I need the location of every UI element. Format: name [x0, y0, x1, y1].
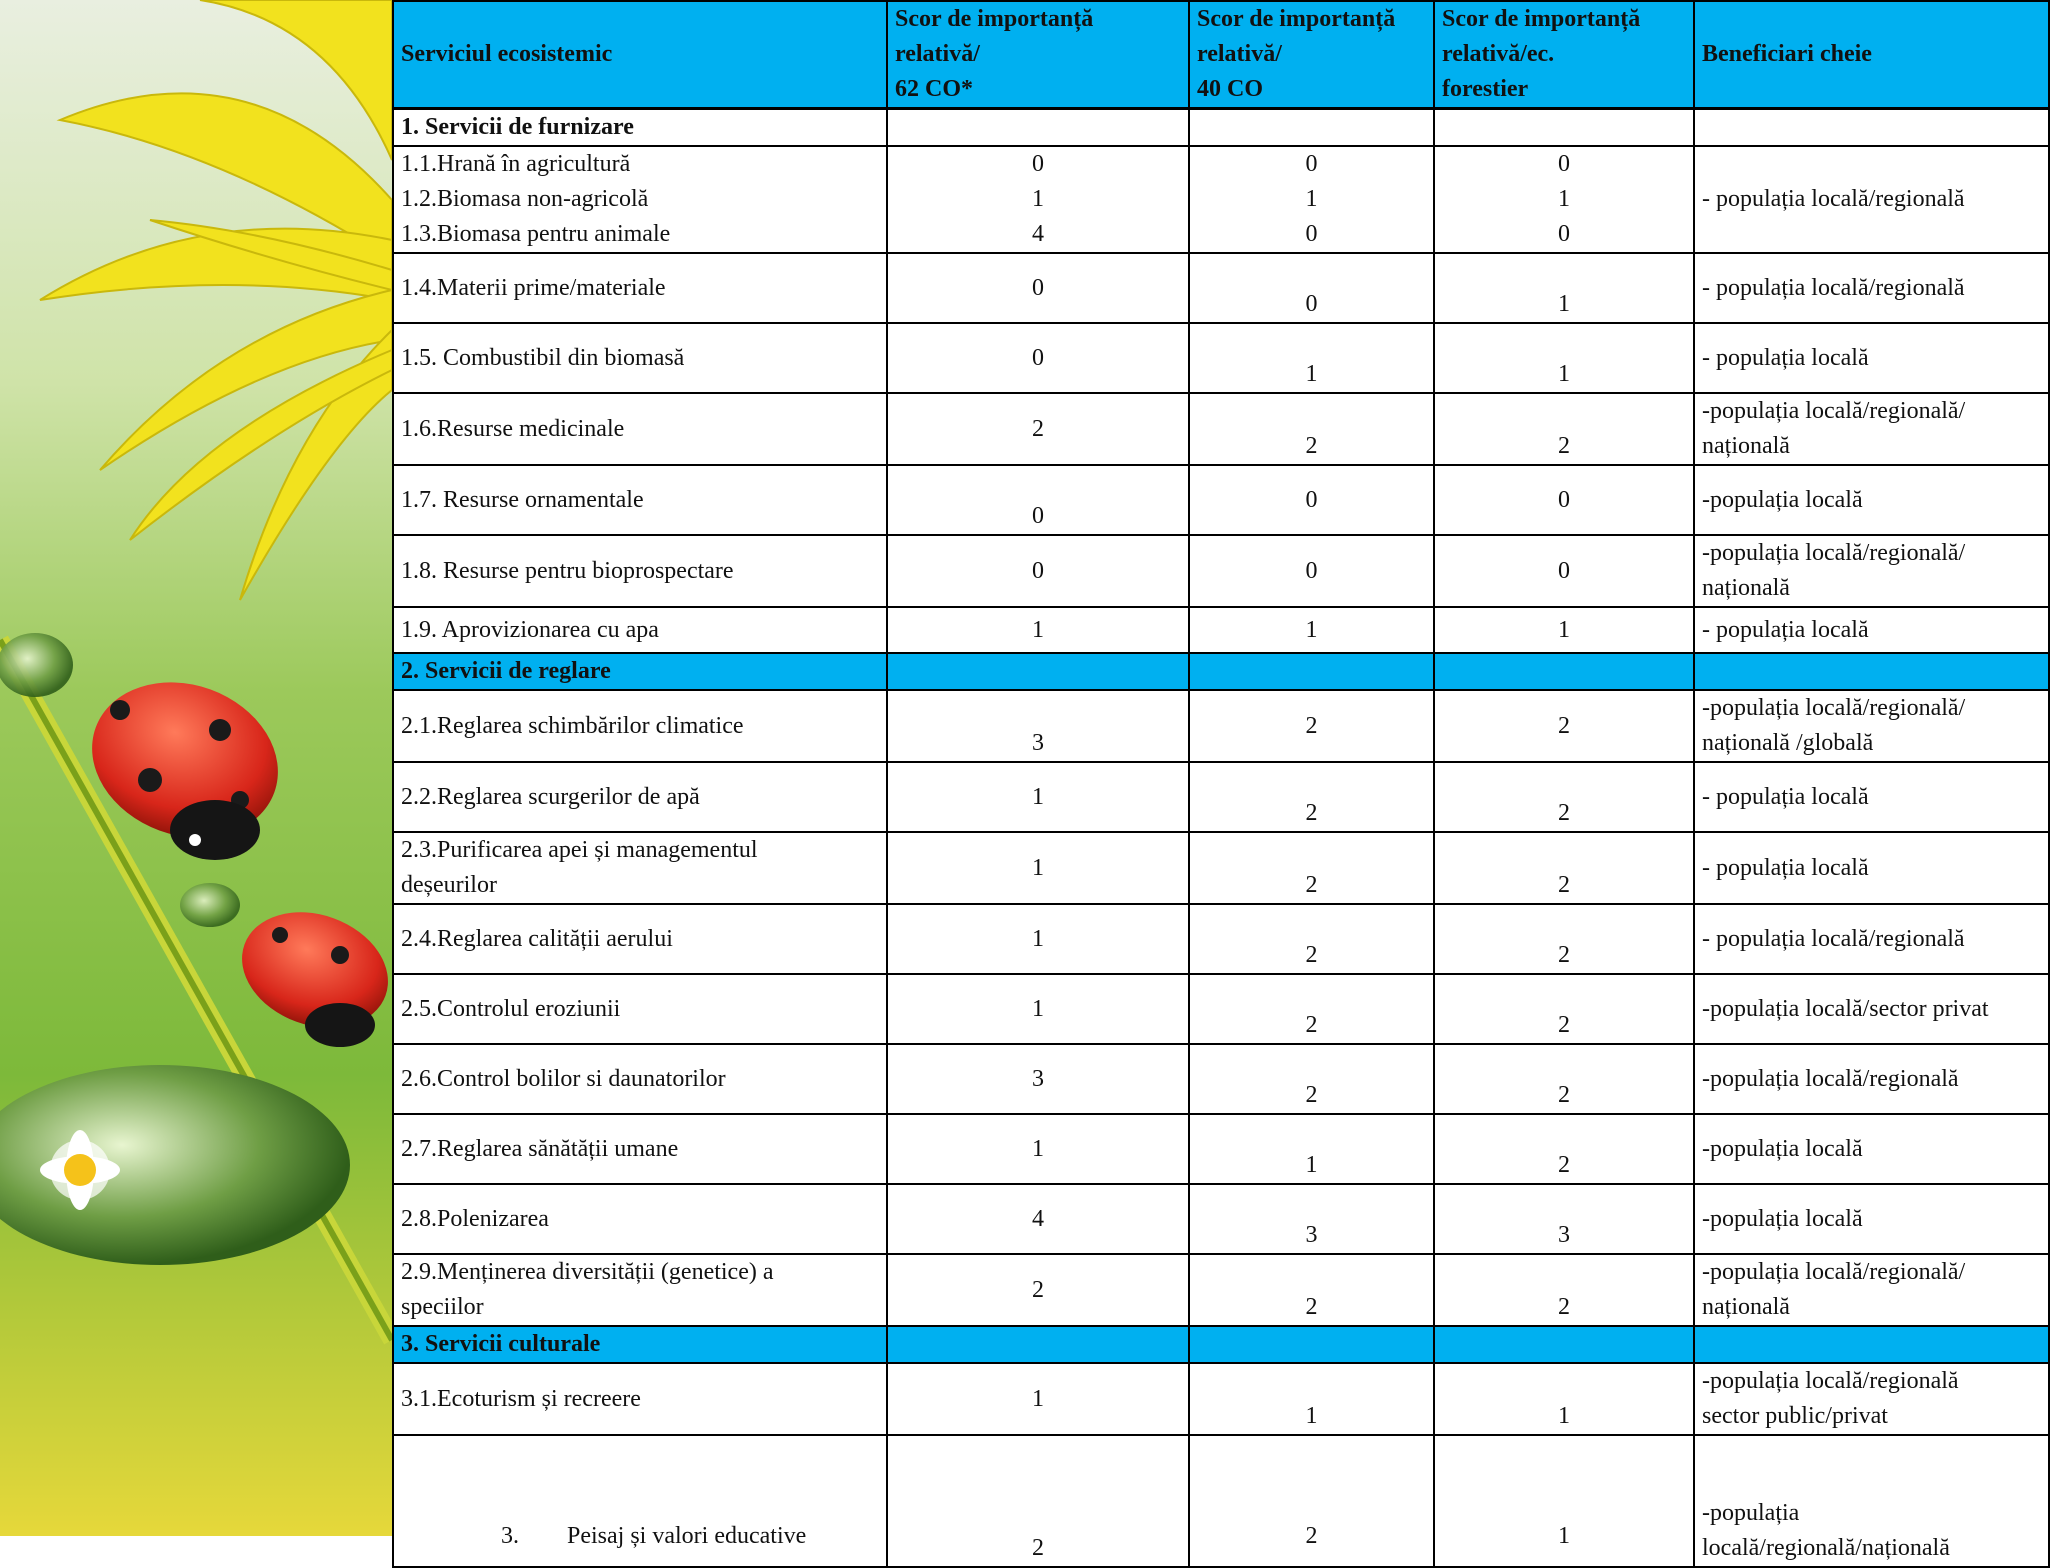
table-header-row: [393, 1, 2049, 109]
table-row: 2.8.Polenizarea 4 3 3 -populația locală: [393, 1184, 2049, 1254]
table-row: 2.5.Controlul eroziunii 1 2 2 -populația locală/sector privat: [393, 974, 2049, 1044]
table-row: 1.1.Hrană în agricultură 1.2.Biomasa non-agricolă 1.3.Biomasa pentru animale 0 1 4 0 1 0 0 1 0 - populația locală/regională: [393, 146, 2049, 253]
table-row: 2.4.Reglarea calității aerului 1 2 2 - populația locală/regională: [393, 904, 2049, 974]
table-row: 1.6.Resurse medicinale 2 2 2 -populația locală/regională/ națională: [393, 393, 2049, 465]
header-score-40: Scor de importanță relativă/ 40 CO: [1189, 1, 1434, 109]
header-score-forest: Scor de importanță relativă/ec. forestier: [1434, 1, 1694, 109]
header-score-62: Scor de importanță relativă/ 62 CO*: [887, 1, 1189, 109]
header-service: Serviciul ecosistemic: [393, 1, 887, 109]
table-row: 2.2.Reglarea scurgerilor de apă 1 2 2 - populația locală: [393, 762, 2049, 832]
section-title: 1. Servicii de furnizare: [393, 109, 887, 147]
beneficiaries: - populația locală/regională: [1694, 146, 2049, 253]
header-beneficiaries: Beneficiari cheie: [1694, 1, 2049, 109]
table-row: 2.6.Control bolilor si daunatorilor 3 2 2 -populația locală/regională: [393, 1044, 2049, 1114]
table-row: 1.8. Resurse pentru bioprospectare 0 0 0 -populația locală/regională/ națională: [393, 535, 2049, 607]
section-row: [393, 109, 2049, 147]
ecosystem-services-table: [392, 0, 2050, 1568]
section-row: [393, 1326, 2049, 1363]
row-labels: 1.1.Hrană în agricultură 1.2.Biomasa non-agricolă 1.3.Biomasa pentru animale: [393, 146, 887, 253]
table-row: 1.7. Resurse ornamentale 0 0 0 -populația locală: [393, 465, 2049, 535]
decorative-photo-panel: [0, 0, 392, 1536]
table-row: 2.7.Reglarea sănătății umane 1 1 2 -populația locală: [393, 1114, 2049, 1184]
table-row: 2.9.Menținerea diversității (genetice) a speciilor 2 2 2 -populația locală/regională/ națională: [393, 1254, 2049, 1326]
table-row: 3.1.Ecoturism și recreere 1 1 1 -populația locală/regională sector public/privat: [393, 1363, 2049, 1435]
table-row: 1.9. Aprovizionarea cu apa 1 1 1 - populația locală: [393, 607, 2049, 653]
table-row: 3. Peisaj și valori educative 2 2 1 -populația locală/regională/națională: [393, 1435, 2049, 1567]
table-row: 1.5. Combustibil din biomasă 0 1 1 - populația locală: [393, 323, 2049, 393]
section-row: [393, 653, 2049, 690]
section-title: 2. Servicii de reglare: [393, 653, 887, 690]
table-row: 2.3.Purificarea apei și managementul deșeurilor 1 2 2 - populația locală: [393, 832, 2049, 904]
table-row: 2.1.Reglarea schimbărilor climatice 3 2 2 -populația locală/regională/ națională /globală: [393, 690, 2049, 762]
table-row: 1.4.Materii prime/materiale 0 0 1 - populația locală/regională: [393, 253, 2049, 323]
ecosystem-services-table-panel: [392, 0, 2048, 1561]
section-title: 3. Servicii culturale: [393, 1326, 887, 1363]
